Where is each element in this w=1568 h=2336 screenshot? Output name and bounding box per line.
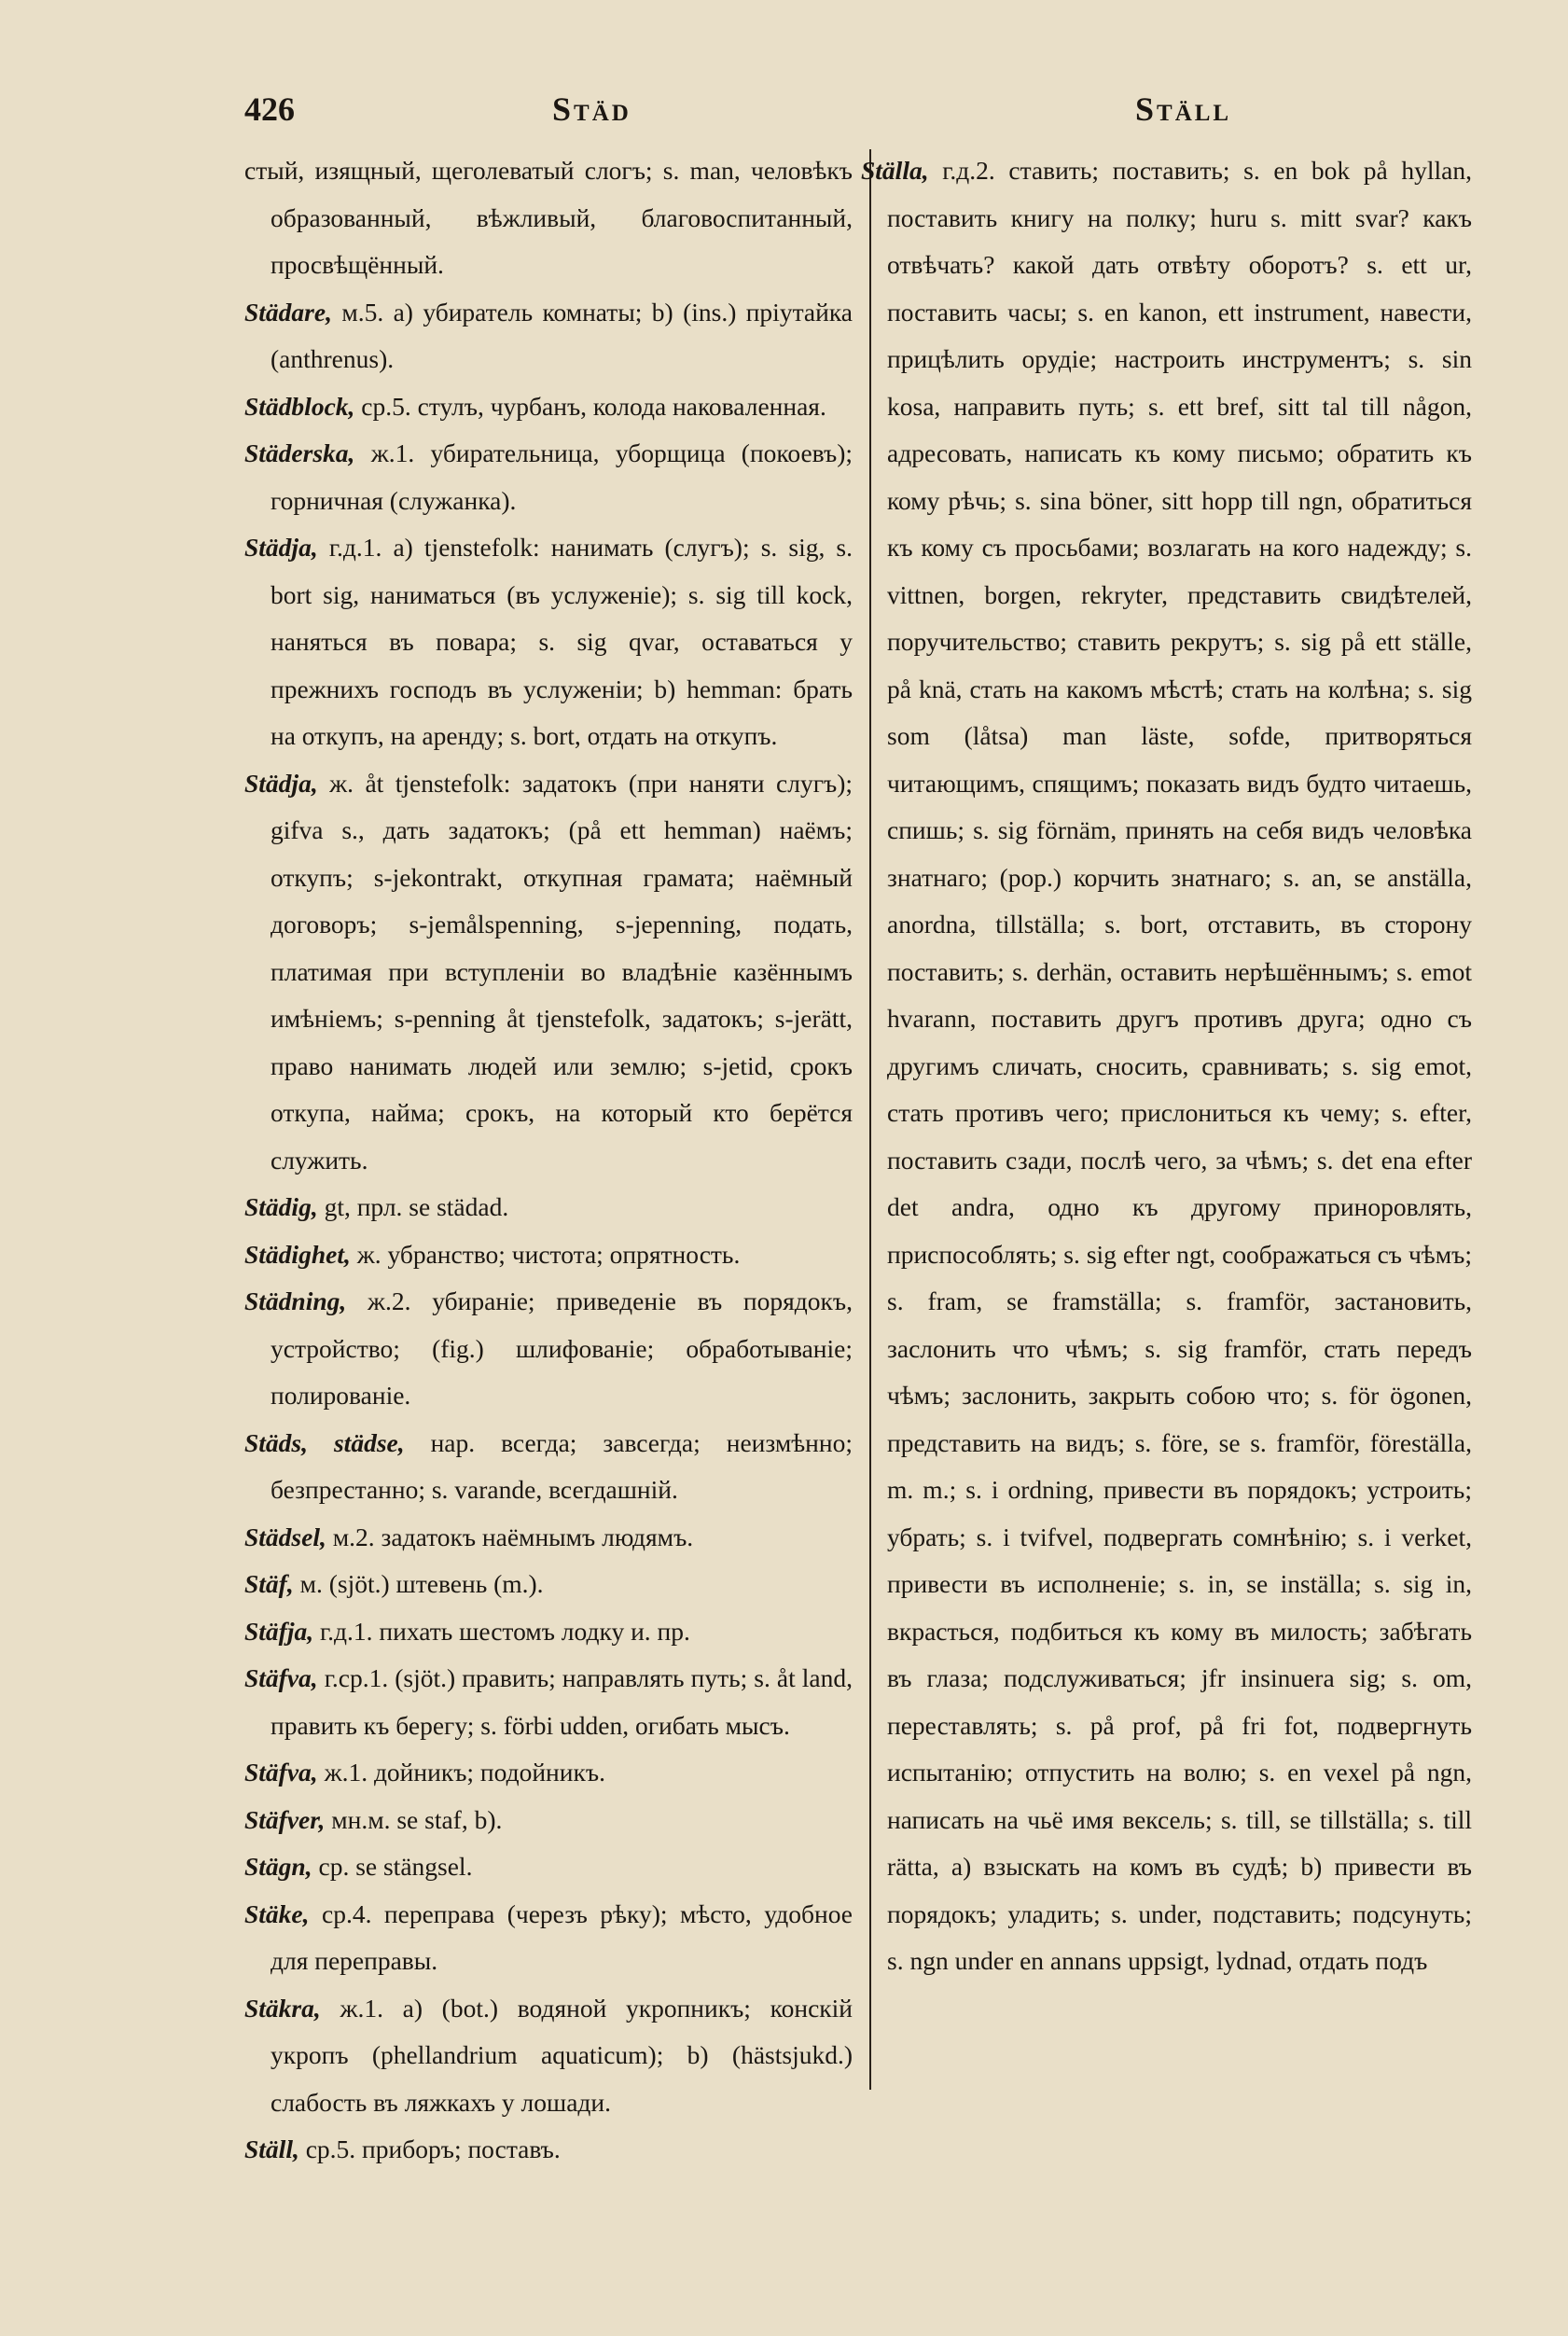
- entry-headword: Städare,: [244, 297, 332, 327]
- entry-headword: Stäfver,: [244, 1804, 326, 1834]
- dictionary-entry: [244, 1891, 853, 1985]
- entry-definition: ср.5. стулъ, чурбанъ, колода наковаленная.: [361, 391, 826, 421]
- dictionary-entry: [244, 1184, 853, 1231]
- entry-definition: ж. убранство; чистота; опрятность.: [356, 1239, 741, 1269]
- running-head-right: Ställ: [1135, 90, 1232, 128]
- entry-definition: г.д.1. a) tjenstefolk: нанимать (слугъ); s. sig, s. bort sig, наниматься (въ услуженіе); s. sig till kock, наняться въ повара; s. sig qvar, оставаться у прежнихъ господъ въ услуженіи; b) hemman: брать на откупъ, на аренду; s. bort, отдать на откупъ.: [271, 533, 853, 750]
- dictionary-entry: [244, 1514, 853, 1562]
- entry-definition: м.2. задатокъ наёмнымъ людямъ.: [332, 1522, 694, 1551]
- entry-definition: мн.м. se staf, b).: [331, 1804, 503, 1834]
- dictionary-entry: [244, 1608, 853, 1656]
- dictionary-entry: [244, 2126, 853, 2174]
- dictionary-entry: [244, 760, 853, 1185]
- entry-definition: ж.1. a) (bot.) водяной укропникъ; конскій укропъ (phellandrium aquaticum); b) (hästsjukd.) слабость въ ляжкахъ у лошади.: [271, 1993, 853, 2117]
- dictionary-entry: [244, 1655, 853, 1749]
- entry-definition: ср.5. приборъ; поставъ.: [305, 2134, 561, 2163]
- entry-definition: ср. se stängsel.: [318, 1852, 473, 1881]
- dictionary-entry: [244, 1843, 853, 1891]
- dictionary-entry: [244, 1797, 853, 1844]
- entry-headword: Städja,: [244, 533, 318, 562]
- dictionary-entry: [244, 430, 853, 524]
- entry-definition: gt, прл. se städad.: [324, 1192, 509, 1221]
- entry-headword: Städig,: [244, 1192, 318, 1221]
- entry-headword: Städighet,: [244, 1239, 351, 1269]
- entry-headword: Stäkra,: [244, 1993, 321, 2023]
- entry-definition: стый, изящный, щеголеватый слогъ; s. man, человѣкъ образованный, вѣжливый, благовоспитанный, просвѣщённый.: [244, 156, 853, 279]
- entry-definition: ж. åt tjenstefolk: задатокъ (при наняти слугъ); gifva s., дать задатокъ; (på ett hemman) наёмъ; откупъ; s-jekontrakt, откупная грамата; наёмный договоръ; s-jemålspenning, s-jepenning, подать, платимая при вступленіи во владѣніе казённымъ имѣніемъ; s-penning åt tjenstefolk, задатокъ; s-jerätt, право нанимать людей или землю; s-jetid, срокъ откупа, найма; срокъ, на который кто берётся служить.: [271, 768, 853, 1175]
- entry-definition: ж.1. убирательница, уборщица (покоевъ); горничная (служанка).: [271, 438, 853, 515]
- dictionary-entry: [244, 1278, 853, 1420]
- entry-headword: Stäfva,: [244, 1663, 318, 1692]
- entry-headword: Städning,: [244, 1286, 347, 1315]
- dictionary-entry: [244, 383, 853, 431]
- entry-definition: м.5. a) убиратель комнаты; b) (ins.) пріутайка (anthrenus).: [271, 297, 853, 373]
- entry-headword: Städblock,: [244, 391, 355, 421]
- dictionary-entry: [244, 1561, 853, 1608]
- dictionary-entry: [244, 289, 853, 383]
- entry-headword: Stägn,: [244, 1852, 312, 1881]
- dictionary-entry: [244, 1231, 853, 1279]
- entry-definition: г.ср.1. (sjöt.) править; направлять путь; s. åt land, править къ берегу; s. förbi udden, огибать мысъ.: [271, 1663, 853, 1740]
- entry-headword: Städs, städse,: [244, 1427, 405, 1457]
- entry-headword: Städja,: [244, 768, 318, 798]
- dictionary-entry: [244, 524, 853, 760]
- entry-definition: м. (sjöt.) штевень (m.).: [299, 1569, 544, 1598]
- left-column: [244, 147, 853, 2174]
- page-number: 426: [244, 90, 295, 128]
- entry-headword: Stäfja,: [244, 1616, 314, 1646]
- dictionary-entry: [244, 147, 853, 289]
- entry-definition: ж.1. дойникъ; подойникъ.: [324, 1758, 605, 1787]
- entry-headword: Ställa,: [861, 156, 929, 185]
- entry-headword: Stäfva,: [244, 1758, 318, 1787]
- entry-definition: г.д.2. ставить; поставить; s. en bok på hyllan, поставить книгу на полку; huru s. mitt svar? какъ отвѣчать? какой дать отвѣту оборотъ? s. ett ur, поставить часы; s. en kanon, ett instrument, навести, прицѣлить орудіе; настроить инструментъ; s. sin kosa, направить путь; s. ett bref, sitt tal till någon, адресовать, написать къ кому письмо; обратить къ кому рѣчь; s. sina böner, sitt hopp till ngn, обратиться къ кому съ просьбами; возлагать на кого надежду; s. vittnen, borgen, rekryter, представить свидѣтелей, поручительство; ставить рекрутъ; s. sig på ett ställe, på knä, стать на какомъ мѣстѣ; стать на колѣна; s. sig som (låtsa) man läste, sofde, притворяться читающимъ, спящимъ; показать видъ будто читаешь, спишь; s. sig förnäm, принять на себя видъ человѣка знатнаго; (pop.) корчить знатнаго; s. an, se anställa, anordna, tillställa; s. bort, отставить, въ сторону поставить; s. derhän, оставить нерѣшённымъ; s. emot hvarann, поставить другъ противъ друга; одно съ другимъ сличать, сносить, сравнивать; s. sig emot, стать противъ чего; прислониться къ чему; s. efter, поставить сзади, послѣ чего, за чѣмъ; s. det ena efter det andra, одно къ другому приноровлять, приспособлять; s. sig efter ngt, соображаться съ чѣмъ; s. fram, se framställa; s. framför, застановить, заслонить что чѣмъ; s. sig framför, стать передъ чѣмъ; заслонить, закрыть собою что; s. för ögonen, представить на видъ; s. före, se s. framför, föreställa, m. m.; s. i ordning, привести въ порядокъ; устроить; убрать; s. i tvifvel, подвергать сомнѣнію; s. i verket, привести въ исполненіе; s. in, se inställa; s. sig in, вкрасться, подбиться къ кому въ милость; забѣгать въ глаза; подслуживаться; jfr insinuera sig; s. om, переставлять; s. på prof, på fri fot, подвергнуть испытанію; отпустить на волю; s. en vexel på ngn, написать на чьё имя вексель; s. till, se tillställa; s. till rätta, a) взыскать на комъ въ судѣ; b) привести въ порядокъ; уладить; s. under, подставить; подсунуть; s. ngn under en annans uppsigt, lydnad, отдать подъ: [887, 156, 1473, 1975]
- entry-definition: нар. всегда; завсегда; неизмѣнно; безпрестанно; s. varande, всегдашній.: [271, 1427, 853, 1504]
- entry-definition: г.д.1. пихать шестомъ лодку и. пр.: [319, 1616, 690, 1646]
- entry-headword: Städerska,: [244, 438, 355, 467]
- entry-definition: ж.2. убираніе; приведеніе въ порядокъ, устройство; (fig.) шлифованіе; обработываніе; полированіе.: [271, 1286, 853, 1410]
- entry-definition: ср.4. переправа (черезъ рѣку); мѣсто, удобное для переправы.: [271, 1898, 853, 1975]
- right-column: [861, 147, 1472, 1985]
- entry-headword: Stäke,: [244, 1898, 310, 1928]
- dictionary-entry: [861, 147, 1472, 1985]
- entry-headword: Stäf,: [244, 1569, 294, 1598]
- running-head-left: Städ: [552, 90, 631, 128]
- dictionary-entry: [244, 1985, 853, 2127]
- page-header: [244, 90, 1270, 136]
- entry-headword: Städsel,: [244, 1522, 326, 1551]
- dictionary-entry: [244, 1749, 853, 1797]
- dictionary-entry: [244, 1420, 853, 1514]
- entry-headword: Ställ,: [244, 2134, 299, 2163]
